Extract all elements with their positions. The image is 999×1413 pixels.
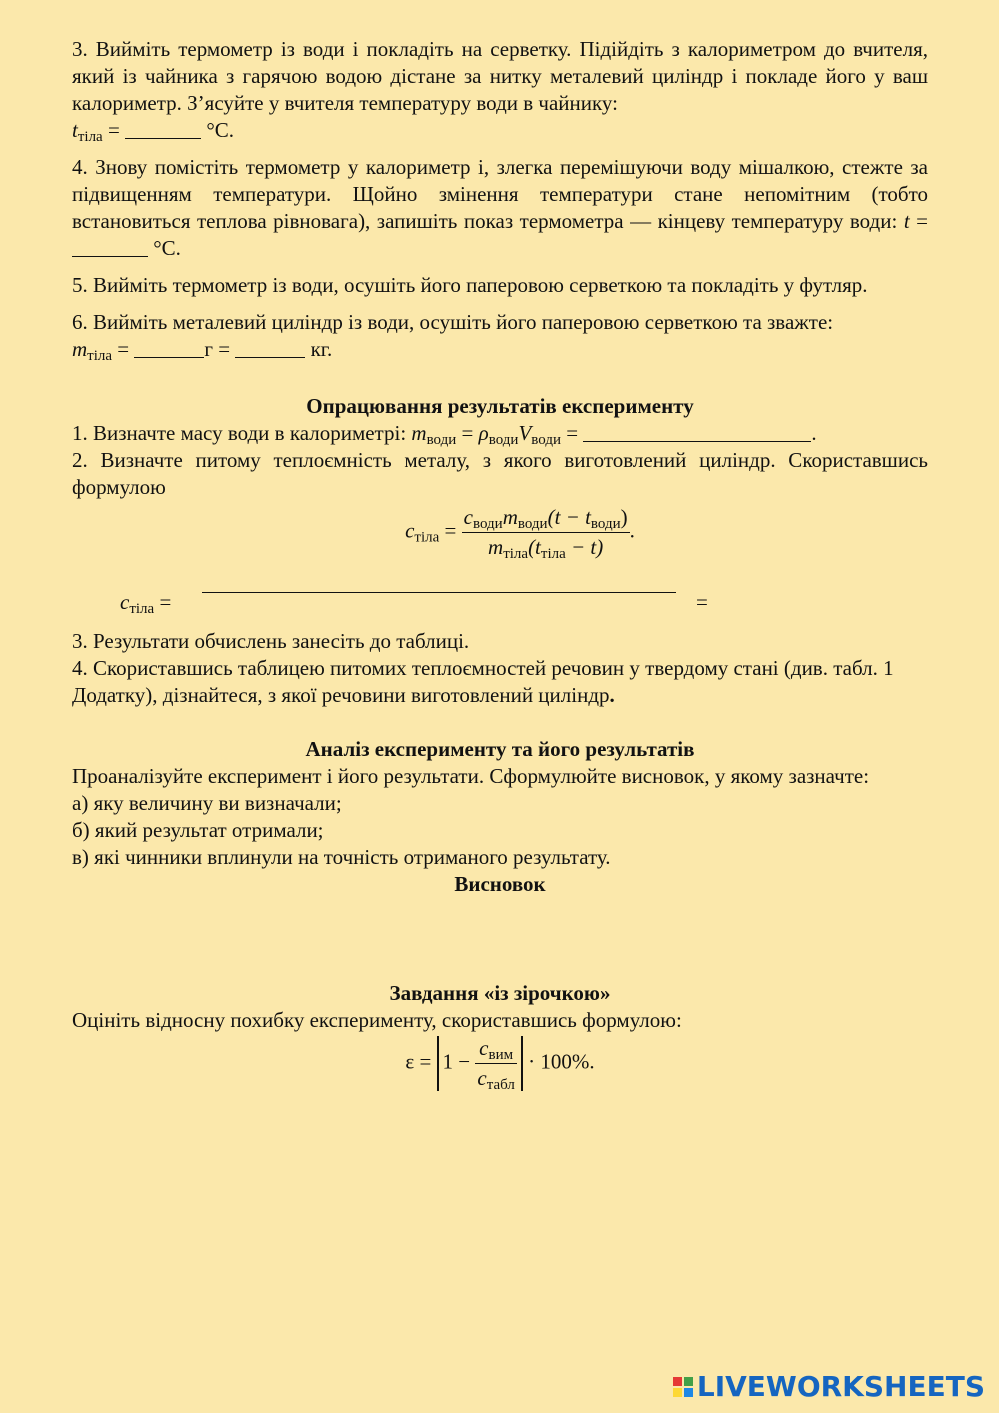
processing-item-3: 3. Результати обчислень занесіть до таблиці.: [72, 629, 470, 653]
water-mass-blank[interactable]: [583, 423, 811, 442]
step-6: 6. Вийміть металевий циліндр із води, осушіть його паперовою серветкою та зважте: $m_{тіла} = г$ = кг.: [72, 310, 834, 364]
conclusion-answer-area[interactable]: [72, 898, 928, 980]
t-body-var: t: [72, 118, 78, 142]
step-5: 5. Вийміть термометр із води, осушіть його паперовою серветкою та покладіть у футляр.: [72, 273, 868, 297]
mass-kg-blank[interactable]: [235, 339, 305, 358]
analysis-intro: Проаналізуйте експеримент і його результати. Сформулюйте висновок, у якому зазначте:: [72, 764, 870, 788]
analysis-item-b: б) який результат отримали;: [72, 818, 324, 842]
star-task-text: Оцініть відносну похибку експерименту, скориставшись формулою:: [72, 1008, 682, 1032]
calculation-blank-line[interactable]: [202, 592, 676, 593]
analysis-heading: Аналіз експерименту та його результатів: [305, 737, 695, 761]
star-task-heading: Завдання «із зірочкою»: [389, 981, 611, 1005]
t-final-blank[interactable]: [72, 238, 148, 257]
liveworksheets-logo: LIVEWORKSHEETS: [673, 1370, 985, 1403]
conclusion-heading: Висновок: [454, 872, 546, 896]
formula-fraction: $\frac{c_{води}m_{води}(t - t_{води})}{m_{тіла}(t_{тіла} - t)}$: [463, 505, 628, 562]
specific-heat-formula: $c_{тіла}$ = $\frac{c_{води}m_{води}(t - t_{води})}{m_{тіла}(t_{тіла} - t)}$ .: [405, 505, 635, 562]
mass-grams-blank[interactable]: [134, 339, 204, 358]
processing-item-2: 2. Визначте питому теплоємність металу, з якого виготовлений циліндр. Скориставшись формулою: [72, 448, 928, 499]
worksheet-page: [72, 36, 928, 1091]
relative-error-formula: ε = 1 − $\frac{c_{вим}}{c_{табл}}$ · 100%.: [405, 1036, 595, 1093]
analysis-item-c: в) які чинники вплинули на точність отриманого результату.: [72, 845, 611, 869]
analysis-item-a: а) яку величину ви визначали;: [72, 791, 342, 815]
step-3: 3. Вийміть термометр із води і покладіть на серветку. Підійдіть з калориметром до вчителя, який із чайника з гарячою водою дістане за нитку металевий циліндр і покладе його у ваш калориметр. З’ясуйте у вчителя температуру води в чайнику: $t_{тіла} = ^\circ C$.: [72, 37, 928, 145]
calculation-row: $c_{тіла}$ = =: [120, 590, 708, 617]
processing-item-4: 4. Скориставшись таблицею питомих теплоємностей речовин у твердому стані (див. табл. 1 Додатку), дізнайтеся, з якої речовини виготовлений циліндр.: [72, 656, 894, 707]
step-4: 4. Знову помістіть термометр у калориметр і, злегка перемішуючи воду мішалкою, стежте за підвищенням температури. Щойно змінення температури стане непомітним (тобто встановиться теплова рівновага), запишіть показ термометра — кінцеву температуру води: t = °C.: [72, 155, 929, 260]
logo-blocks-icon: [673, 1377, 693, 1397]
processing-item-1: 1. Визначте масу води в калориметрі: $m_{води} = \rho_{води}V_{води}$ = .: [72, 421, 817, 448]
processing-heading: Опрацювання результатів експерименту: [306, 394, 694, 418]
t-body-blank[interactable]: [125, 120, 201, 139]
